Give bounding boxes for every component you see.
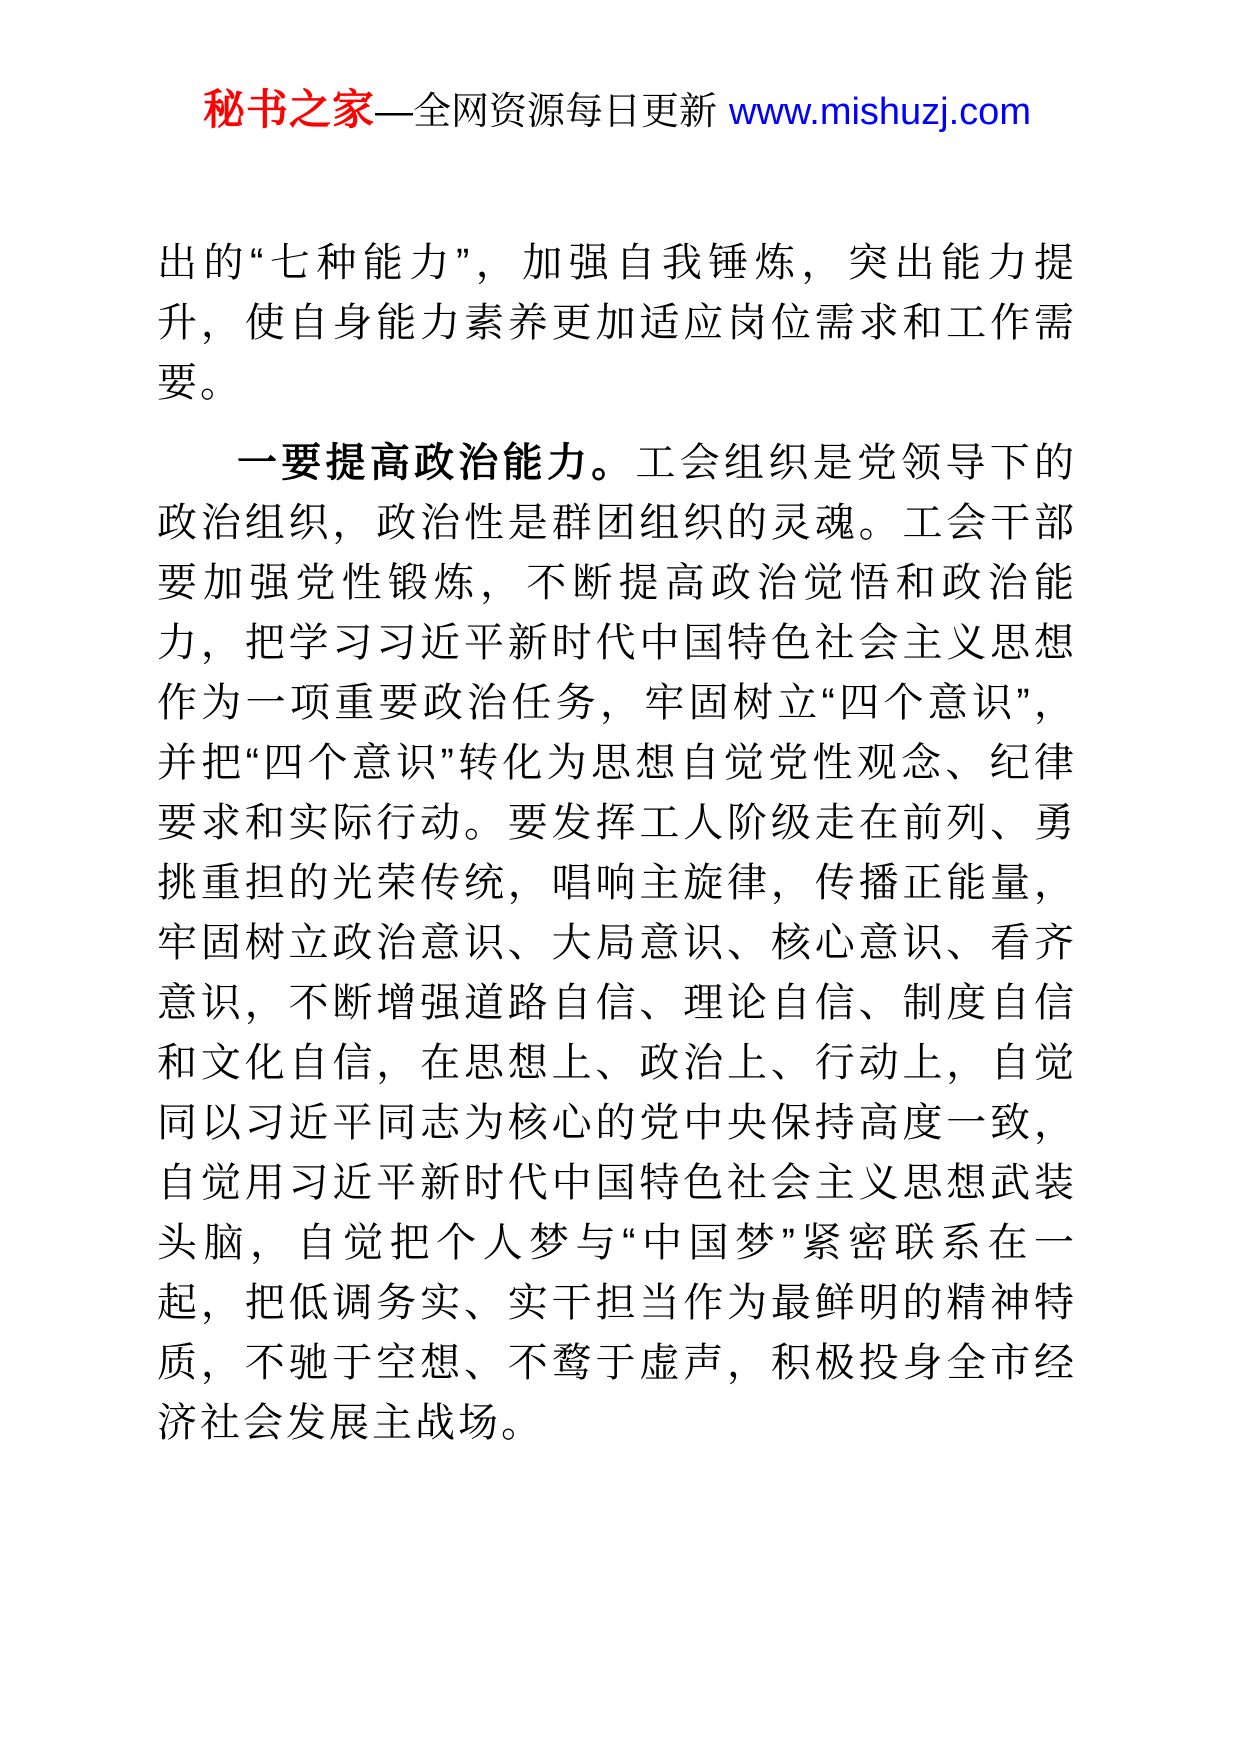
paragraph-continuation — [157, 233, 1077, 413]
document-body — [157, 233, 1077, 1473]
brand-title: 秘书之家 — [203, 86, 376, 133]
paragraph-lead-bold: 一要提高政治能力。 — [237, 441, 636, 485]
paragraph-text: 出的“七种能力”，加强自我锤炼，突出能力提升，使自身能力素养更加适应岗位需求和工作需要。 — [157, 241, 1077, 405]
header-tagline: —全网资源每日更新 — [375, 91, 718, 133]
site-url-link[interactable]: www.mishuzj.com — [729, 91, 1031, 133]
paragraph-text: 工会组织是党领导下的政治组织，政治性是群团组织的灵魂。工会干部要加强党性锻炼，不断提高政治觉悟和政治能力，把学习习近平新时代中国特色社会主义思想作为一项重要政治任务，牢固树立“四个意识”，并把“四个意识”转化为思想自觉党性观念、纪律要求和实际行动。要发挥工人阶级走在前列、勇挑重担的光荣传统，唱响主旋律，传播正能量，牢固树立政治意识、大局意识、核心意识、看齐意识，不断增强道路自信、理论自信、制度自信和文化自信，在思想上、政治上、行动上，自觉同以习近平同志为核心的党中央保持高度一致，自觉用习近平新时代中国特色社会主义思想武装头脑，自觉把个人梦与“中国梦”紧密联系在一起，把低调务实、实干担当作为最鲜明的精神特质，不驰于空想、不鹜于虚声，积极投身全市经济社会发展主战场。 — [157, 441, 1077, 1445]
page-header — [0, 84, 1234, 146]
paragraph-political-ability — [157, 433, 1077, 1453]
